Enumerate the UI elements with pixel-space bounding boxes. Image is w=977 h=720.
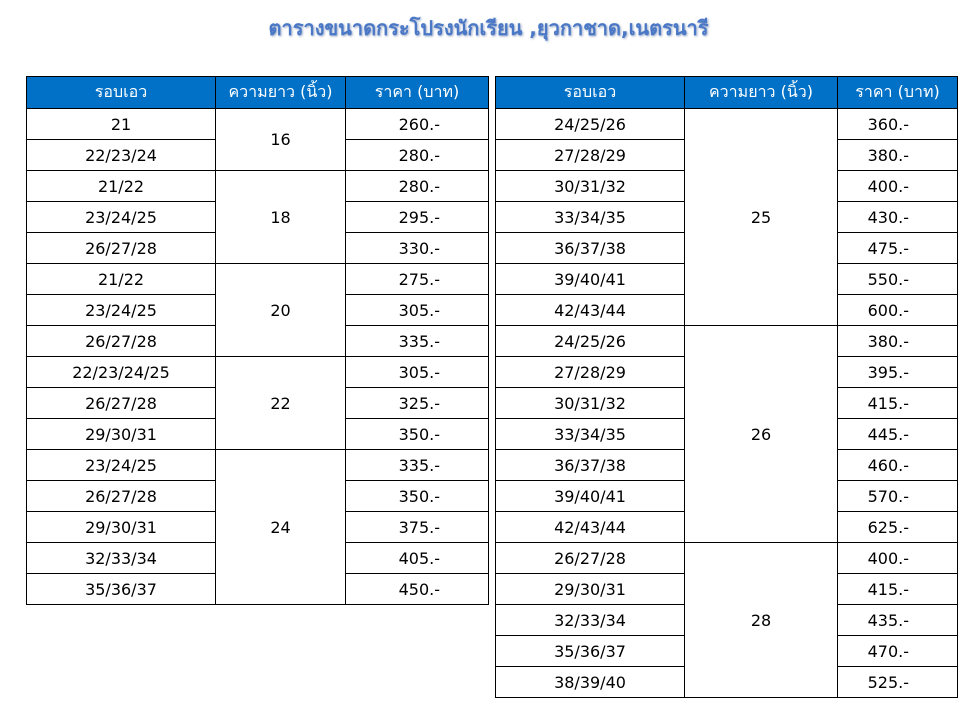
header-length: ความยาว (นิ้ว) xyxy=(685,77,838,109)
header-length: ความยาว (นิ้ว) xyxy=(216,77,346,109)
waist-cell: 26/27/28 xyxy=(27,481,216,512)
length-cell: 16 xyxy=(216,109,346,171)
waist-cell: 36/37/38 xyxy=(496,233,685,264)
waist-cell: 32/33/34 xyxy=(496,605,685,636)
length-cell: 25 xyxy=(685,109,838,326)
waist-cell: 23/24/25 xyxy=(27,450,216,481)
waist-cell: 27/28/29 xyxy=(496,140,685,171)
price-cell: 330.- xyxy=(346,233,489,264)
table-row xyxy=(27,450,489,481)
price-cell: 305.- xyxy=(346,295,489,326)
price-cell: 415.- xyxy=(838,574,958,605)
waist-cell: 39/40/41 xyxy=(496,264,685,295)
price-cell: 375.- xyxy=(346,512,489,543)
table-header-row xyxy=(496,77,958,109)
waist-cell: 29/30/31 xyxy=(27,512,216,543)
waist-cell: 35/36/37 xyxy=(496,636,685,667)
size-table-right xyxy=(495,76,958,698)
price-cell: 260.- xyxy=(346,109,489,140)
waist-cell: 21/22 xyxy=(27,171,216,202)
price-cell: 350.- xyxy=(346,419,489,450)
length-cell: 18 xyxy=(216,171,346,264)
price-cell: 360.- xyxy=(838,109,958,140)
price-cell: 400.- xyxy=(838,171,958,202)
price-cell: 450.- xyxy=(346,574,489,605)
header-waist: รอบเอว xyxy=(27,77,216,109)
waist-cell: 33/34/35 xyxy=(496,419,685,450)
table-row xyxy=(496,543,958,574)
waist-cell: 39/40/41 xyxy=(496,481,685,512)
size-table-left xyxy=(26,76,489,605)
price-cell: 470.- xyxy=(838,636,958,667)
price-cell: 350.- xyxy=(346,481,489,512)
table-header-row xyxy=(27,77,489,109)
page-title: ตารางขนาดกระโปรงนักเรียน ,ยุวกาชาด,เนตรนารี xyxy=(268,16,709,40)
waist-cell: 32/33/34 xyxy=(27,543,216,574)
waist-cell: 21 xyxy=(27,109,216,140)
price-cell: 435.- xyxy=(838,605,958,636)
waist-cell: 42/43/44 xyxy=(496,295,685,326)
table-row xyxy=(27,109,489,140)
price-cell: 335.- xyxy=(346,450,489,481)
waist-cell: 42/43/44 xyxy=(496,512,685,543)
waist-cell: 22/23/24 xyxy=(27,140,216,171)
waist-cell: 26/27/28 xyxy=(27,388,216,419)
price-cell: 445.- xyxy=(838,419,958,450)
price-cell: 335.- xyxy=(346,326,489,357)
waist-cell: 26/27/28 xyxy=(27,326,216,357)
price-cell: 395.- xyxy=(838,357,958,388)
price-cell: 415.- xyxy=(838,388,958,419)
waist-cell: 36/37/38 xyxy=(496,450,685,481)
price-cell: 280.- xyxy=(346,140,489,171)
waist-cell: 30/31/32 xyxy=(496,388,685,419)
waist-cell: 26/27/28 xyxy=(27,233,216,264)
price-cell: 275.- xyxy=(346,264,489,295)
waist-cell: 23/24/25 xyxy=(27,295,216,326)
table-row xyxy=(27,171,489,202)
price-cell: 280.- xyxy=(346,171,489,202)
price-cell: 460.- xyxy=(838,450,958,481)
price-cell: 475.- xyxy=(838,233,958,264)
header-price: ราคา (บาท) xyxy=(838,77,958,109)
waist-cell: 27/28/29 xyxy=(496,357,685,388)
price-cell: 380.- xyxy=(838,326,958,357)
waist-cell: 29/30/31 xyxy=(27,419,216,450)
table-row xyxy=(27,357,489,388)
length-cell: 22 xyxy=(216,357,346,450)
table-row xyxy=(496,109,958,140)
length-cell: 20 xyxy=(216,264,346,357)
length-cell: 24 xyxy=(216,450,346,605)
waist-cell: 29/30/31 xyxy=(496,574,685,605)
waist-cell: 22/23/24/25 xyxy=(27,357,216,388)
price-cell: 405.- xyxy=(346,543,489,574)
price-cell: 400.- xyxy=(838,543,958,574)
price-cell: 380.- xyxy=(838,140,958,171)
waist-cell: 38/39/40 xyxy=(496,667,685,698)
price-cell: 305.- xyxy=(346,357,489,388)
waist-cell: 23/24/25 xyxy=(27,202,216,233)
price-cell: 550.- xyxy=(838,264,958,295)
header-price: ราคา (บาท) xyxy=(346,77,489,109)
waist-cell: 33/34/35 xyxy=(496,202,685,233)
table-row xyxy=(496,326,958,357)
length-cell: 28 xyxy=(685,543,838,698)
price-cell: 295.- xyxy=(346,202,489,233)
price-cell: 525.- xyxy=(838,667,958,698)
header-waist: รอบเอว xyxy=(496,77,685,109)
table-row xyxy=(27,264,489,295)
waist-cell: 21/22 xyxy=(27,264,216,295)
waist-cell: 30/31/32 xyxy=(496,171,685,202)
price-cell: 625.- xyxy=(838,512,958,543)
waist-cell: 24/25/26 xyxy=(496,109,685,140)
price-cell: 325.- xyxy=(346,388,489,419)
waist-cell: 35/36/37 xyxy=(27,574,216,605)
length-cell: 26 xyxy=(685,326,838,543)
price-cell: 430.- xyxy=(838,202,958,233)
price-cell: 600.- xyxy=(838,295,958,326)
waist-cell: 24/25/26 xyxy=(496,326,685,357)
price-cell: 570.- xyxy=(838,481,958,512)
waist-cell: 26/27/28 xyxy=(496,543,685,574)
